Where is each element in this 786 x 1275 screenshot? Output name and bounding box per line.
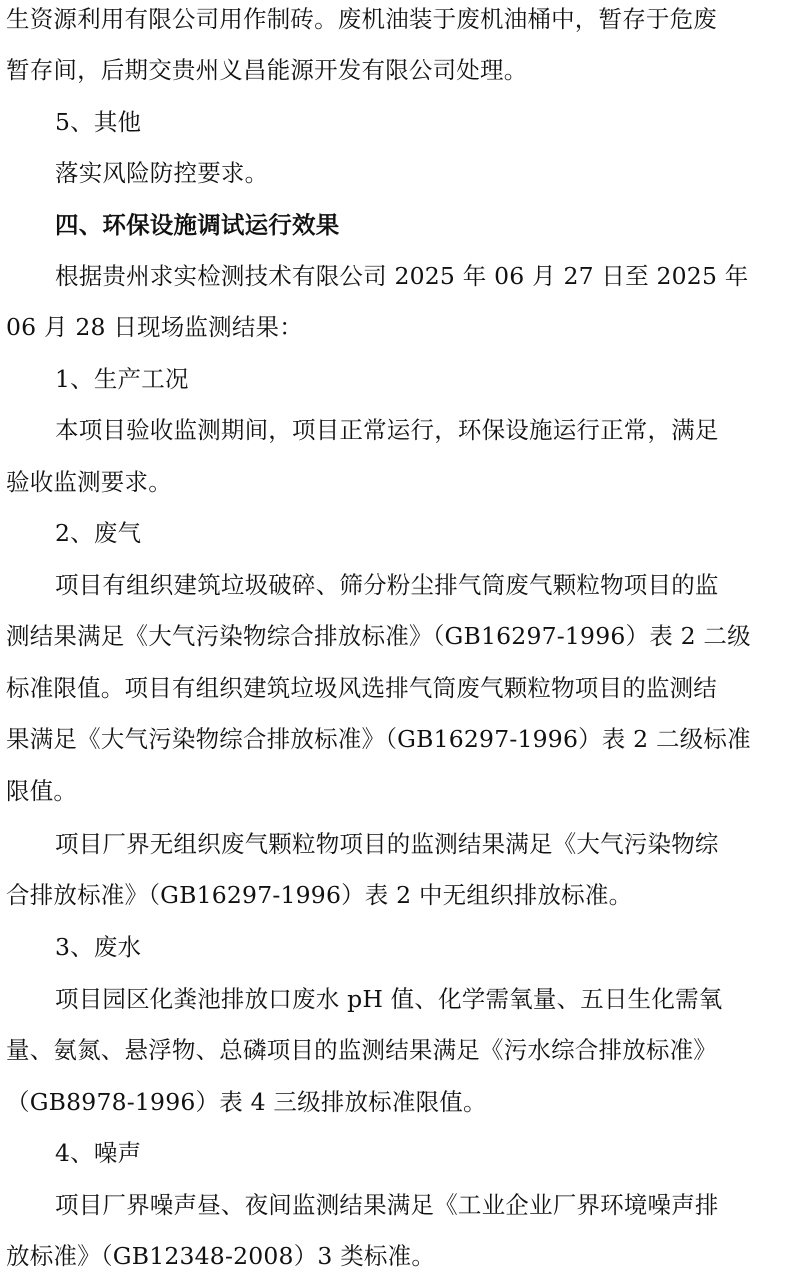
paragraph-line: 标准限值。项目有组织建筑垃圾风选排气筒废气颗粒物项目的监测结 [6, 674, 717, 702]
paragraph-line: 06 月 28 日现场监测结果： [6, 313, 303, 341]
section-heading-exhaust: 2、废气 [55, 519, 142, 547]
section-heading-main: 四、环保设施调试运行效果 [55, 211, 340, 239]
paragraph-line: 量、氨氮、悬浮物、总磷项目的监测结果满足《污水综合排放标准》 [6, 1036, 717, 1064]
paragraph-line: 本项目验收监测期间，项目正常运行，环保设施运行正常，满足 [55, 416, 719, 444]
section-heading-noise: 4、噪声 [55, 1139, 142, 1167]
paragraph-line: 项目厂界无组织废气颗粒物项目的监测结果满足《大气污染物综 [55, 830, 719, 858]
paragraph-line: 暂存间，后期交贵州义昌能源开发有限公司处理。 [6, 56, 528, 84]
paragraph-line: 果满足《大气污染物综合排放标准》（GB16297-1996）表 2 二级标准 [6, 725, 751, 753]
paragraph-line: 限值。 [6, 777, 78, 805]
paragraph-line: 项目园区化粪池排放口废水 pH 值、化学需氧量、五日生化需氧 [55, 985, 723, 1013]
section-heading-other: 5、其他 [55, 108, 142, 136]
paragraph-line: 放标准》（GB12348-2008）3 类标准。 [6, 1242, 436, 1270]
paragraph-line: 落实风险防控要求。 [55, 159, 269, 187]
paragraph-line: 根据贵州求实检测技术有限公司 2025 年 06 月 27 日至 2025 年 [55, 262, 749, 290]
section-heading-production: 1、生产工况 [55, 365, 189, 393]
paragraph-line: 合排放标准》（GB16297-1996）表 2 中无组织排放标准。 [6, 881, 633, 909]
section-heading-wastewater: 3、废水 [55, 933, 142, 961]
paragraph-line: 测结果满足《大气污染物综合排放标准》（GB16297-1996）表 2 二级 [6, 622, 751, 650]
paragraph-line: 项目厂界噪声昼、夜间监测结果满足《工业企业厂界环境噪声排 [55, 1191, 719, 1219]
paragraph-line: 项目有组织建筑垃圾破碎、筛分粉尘排气筒废气颗粒物项目的监 [55, 571, 719, 599]
paragraph-line: 验收监测要求。 [6, 468, 172, 496]
paragraph-line: 生资源利用有限公司用作制砖。废机油装于废机油桶中，暂存于危废 [6, 5, 717, 33]
paragraph-line: （GB8978-1996）表 4 三级排放标准限值。 [6, 1088, 487, 1116]
